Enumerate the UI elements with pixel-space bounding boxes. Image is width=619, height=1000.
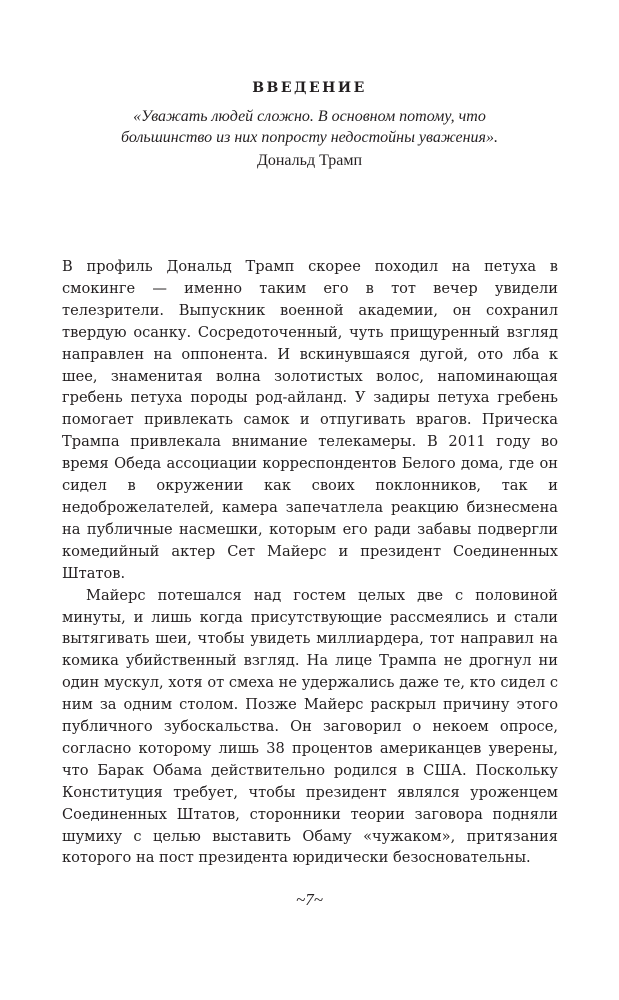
- paragraph-1: В профиль Дональд Трамп скорее походил на петуха в смокинге — именно таким его в тот вечер увидели телезрители. Выпускник военной академии, он сохранил твердую осанку. Сосредоточенный, чуть прищуренный взгляд направлен на оппонента. И вскинувшаяся дугой, ото лба к шее, знаменитая волна золотистых волос, напоминающая гребень петуха породы род-айланд. У задиры петуха гребень помогает привлекать самок и отпугивать врагов. Прическа Трампа привлекала внимание телекамеры. В 2011 году во время Обеда ассоциации корреспондентов Белого дома, где он сидел в окружении как своих поклонников, так и недоброжелателей, камера запечатлела реакцию бизнесмена на публичные насмешки, которым его ради забавы подвергли комедийный актер Сет Майерс и президент Соединенных Штатов.: [62, 258, 558, 582]
- chapter-title: ВВЕДЕНИЕ: [252, 80, 367, 96]
- epigraph-author: Дональд Трамп: [256, 152, 363, 169]
- paragraph-2: Майерс потешался над гостем целых две с половиной минуты, и лишь когда присутствующие рассмеялись и стали вытягивать шеи, чтобы увидеть миллиардера, тот направил на комика убийственный взгляд. На лице Трампа не дрогнул ни один мускул, хотя от смеха не удержались даже те, кто сидел с ним за одним столом. Позже Майерс раскрыл причину этого публичного зубоскальства. Он заговорил о некоем опросе, согласно которому лишь 38 процентов американцев уверены, что Барак Обама действительно родился в США. Поскольку Конституция требует, чтобы президент являлся уроженцем Соединенных Штатов, сторонники теории заговора подняли шумиху с целью выставить Обаму «чужаком», притязания которого на пост президента юридически безосновательны.: [62, 586, 558, 867]
- body-text: [62, 256, 558, 869]
- epigraph-quote: «Уважать людей сложно. В основном потому, что большинство из них попросту недостойны уважения».: [121, 108, 498, 146]
- page-number: ~7~: [296, 890, 323, 909]
